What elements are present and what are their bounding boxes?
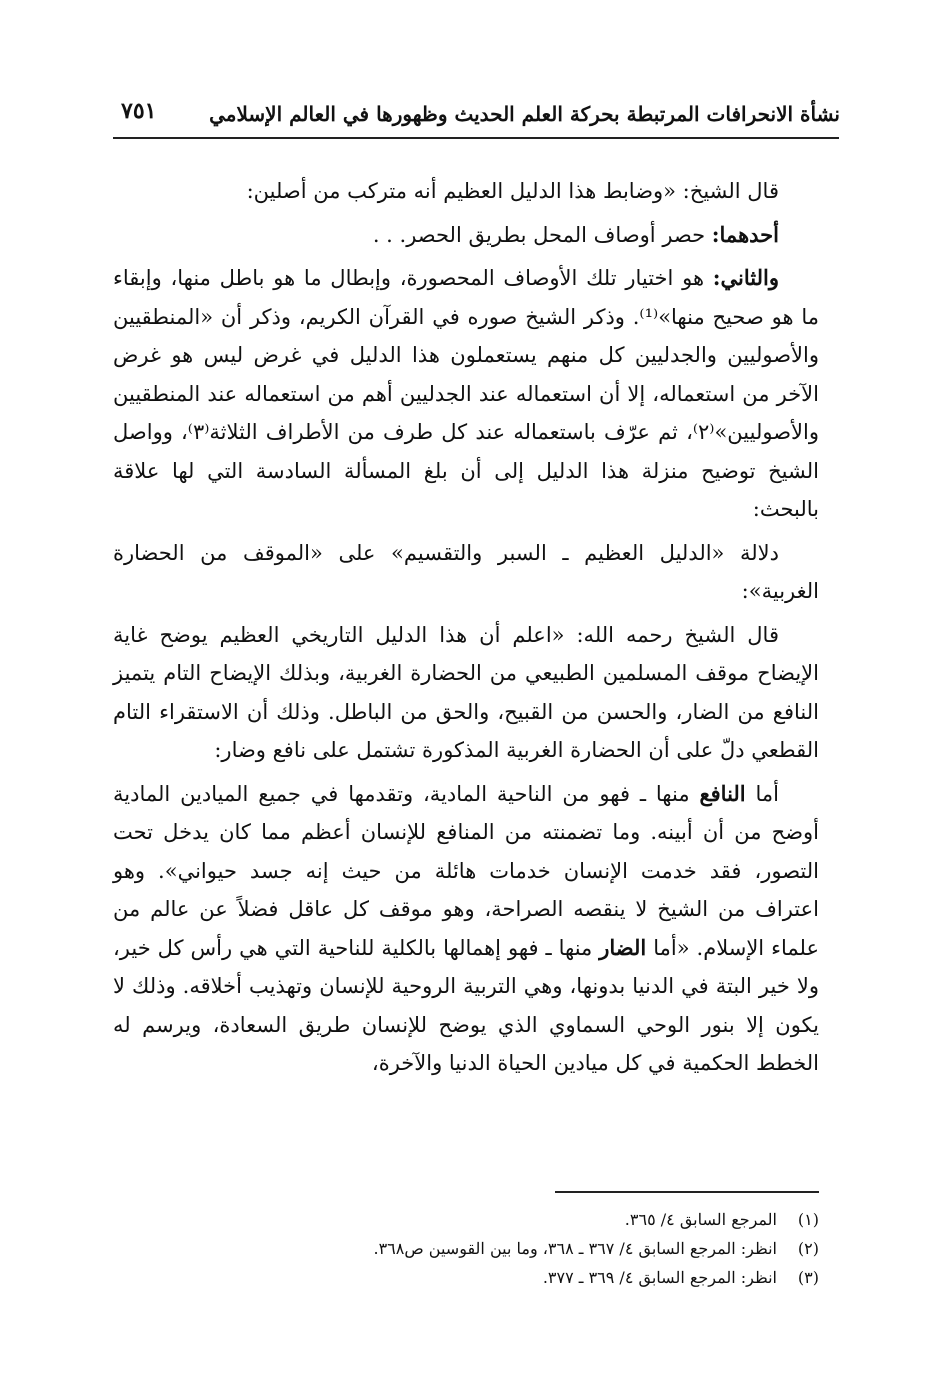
term-second: والثاني:	[712, 265, 779, 290]
page-number: ٧٥١	[121, 98, 157, 124]
footnote-text: المرجع السابق ٤/ ٣٦٥.	[624, 1210, 777, 1229]
paragraph-6: أما النافع منها ـ فهو من الناحية المادية، وتقدمها في جميع الميادين المادية أوضح من أن أبينه. وما تضمنته من المنافع للإنسان أعظم مما كان يدخل تحت التصور، فقد خدمت الإنسان خدمات هائلة من حيث إنه جسد حيواني». وهو اعتراف من الشيخ لا ينقصه الصراحة، وهو موقف كل عاقل فضلاً عن عالم من علماء الإسلام. «أما الضار منها ـ فهو إهمالها بالكلية للناحية التي هي رأس كل خير، ولا خير البتة في الدنيا بدونها، وهي التربية الروحية للإنسان وتهذيب أخلاقه. وذلك لا يكون إلا بنور الوحي السماوي الذي يوضح للإنسان طريق السعادة، ويرسم له الخطط الحكمية في كل ميادين الحياة الدنيا والآخرة،	[113, 780, 819, 1075]
paragraph-1: قال الشيخ: «وضابط هذا الدليل العظيم أنه متركب من أصلين:	[246, 179, 779, 203]
paragraph-4: دلالة «الدليل العظيم ـ السبر والتقسيم» على «الموقف من الحضارة الغربية»:	[113, 540, 819, 603]
footnote-text: انظر: المرجع السابق ٤/ ٣٦٧ ـ ٣٦٨، وما بين القوسين ص٣٦٨.	[373, 1239, 777, 1258]
paragraph-5: قال الشيخ رحمه الله: «اعلم أن هذا الدليل التاريخي العظيم يوضح غاية الإيضاح موقف المسلمين الطبيعي من الحضارة الغربية، وبذلك الإيضاح التام يتميز النافع من الضار، والحسن من القبيح، والحق من الباطل. وذلك أن الاستقراء التام القطعي دلّ على أن الحضارة الغربية المذكورة تشتمل على نافع وضار:	[113, 622, 819, 762]
footnote-number: (٢)	[797, 1239, 819, 1258]
footnote-number: (١)	[797, 1210, 819, 1229]
footnote-2	[113, 1234, 819, 1263]
footnotes	[113, 1205, 819, 1292]
term-first: أحدهما:	[711, 221, 779, 247]
footnote-rule	[555, 1191, 819, 1193]
page-header	[113, 98, 840, 134]
paragraph-3: والثاني: هو اختيار تلك الأوصاف المحصورة، وإبطال ما هو باطل منها، وإبقاء ما هو صحيح منها»⁽¹⁾. وذكر الشيخ صوره في القرآن الكريم، وذكر أن «المنطقيين والأصوليين والجدليين كل منهم يستعملون هذا الدليل في غرض ليس هو غرض الآخر من استعماله، إلا أن استعماله عند الجدليين أهم من استعماله عند المنطقيين والأصوليين»⁽٢⁾، ثم عرّف باستعماله عند كل طرف من الأطراف الثلاثة⁽٣⁾، وواصل الشيخ توضيح منزلة هذا الدليل إلى أن بلغ المسألة السادسة التي لها علاقة بالبحث:	[113, 265, 819, 521]
term-harmful: الضار	[599, 934, 647, 960]
footnote-1	[113, 1205, 819, 1234]
paragraph-2: أحدهما: حصر أوصاف المحل بطريق الحصر. . .	[372, 221, 779, 247]
body-text	[113, 172, 819, 1088]
footnote-3	[113, 1263, 819, 1292]
header-rule	[113, 137, 839, 139]
footnote-number: (٣)	[797, 1268, 819, 1287]
running-title: نشأة الانحرافات المرتبطة بحركة العلم الحديث وظهورها في العالم الإسلامي	[209, 102, 840, 126]
footnote-text: انظر: المرجع السابق ٤/ ٣٦٩ ـ ٣٧٧.	[542, 1268, 777, 1287]
term-beneficial: النافع	[699, 780, 746, 806]
